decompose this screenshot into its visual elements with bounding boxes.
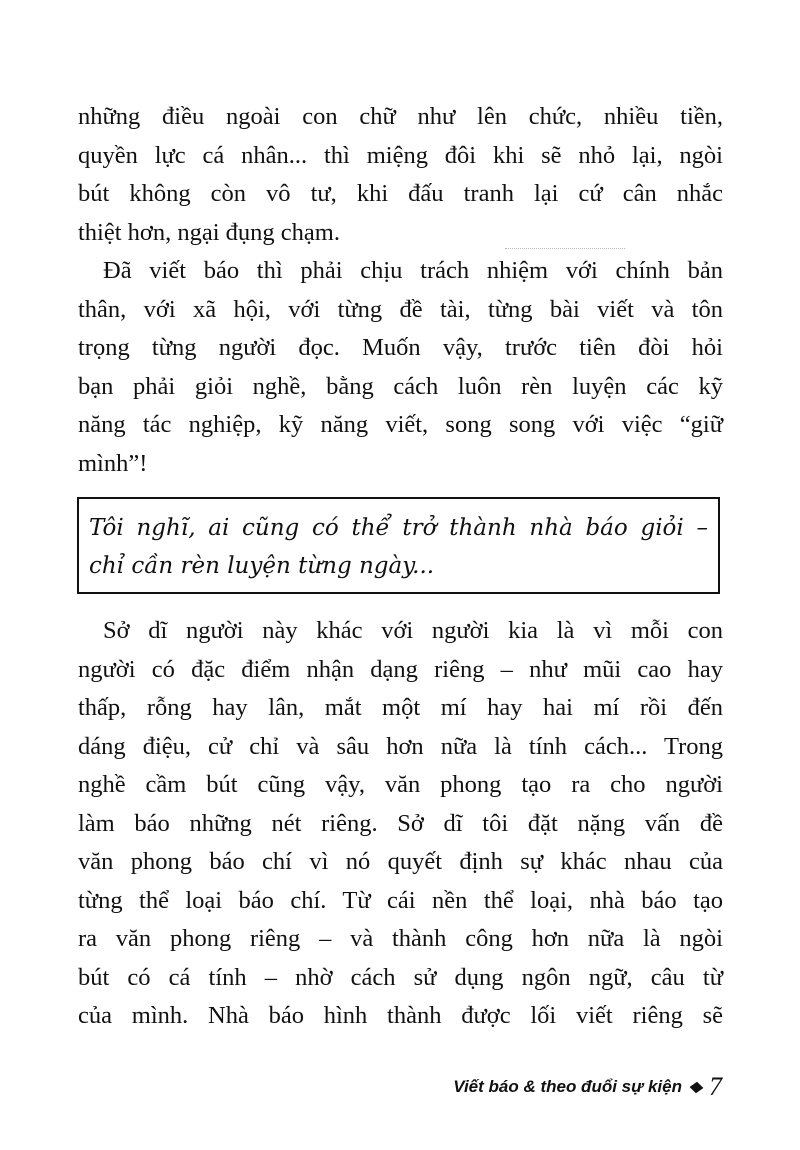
page-number: 7 xyxy=(709,1072,722,1101)
text-line: bút không còn vô tư, khi đấu tranh lại cứ cân nhắc xyxy=(78,180,723,207)
text-line: thiệt hơn, ngại đụng chạm. xyxy=(78,218,340,246)
text-line: năng tác nghiệp, kỹ năng viết, song song với việc “giữ xyxy=(78,411,723,438)
text-line: quyền lực cá nhân... thì miệng đôi khi sẽ nhỏ lại, ngòi xyxy=(78,141,723,169)
pull-quote-box xyxy=(77,497,720,594)
text-line: văn phong báo chí vì nó quyết định sự khác nhau của xyxy=(78,848,723,875)
text-line: của mình. Nhà báo hình thành được lối viết riêng sẽ xyxy=(78,1002,723,1029)
text-line: trọng từng người đọc. Muốn vậy, trước tiên đòi hỏi xyxy=(78,334,723,361)
text-line: thấp, rỗng hay lân, mắt một mí hay hai mí rồi đến xyxy=(78,694,723,721)
text-line: ra văn phong riêng – và thành công hơn nữa là ngòi xyxy=(78,925,723,952)
text-line: nghề cầm bút cũng vậy, văn phong tạo ra cho người xyxy=(78,771,723,798)
diamond-icon xyxy=(690,1081,704,1093)
text-line: dáng điệu, cử chỉ và sâu hơn nữa là tính cách... Trong xyxy=(78,732,723,760)
quote-line: Tôi nghĩ, ai cũng có thể trở thành nhà báo giỏi – xyxy=(89,515,708,541)
text-line: Đã viết báo thì phải chịu trách nhiệm với chính bản xyxy=(103,257,723,284)
text-line: thân, với xã hội, với từng đề tài, từng bài viết và tôn xyxy=(78,295,723,323)
running-title: Viết báo & theo đuổi sự kiện xyxy=(453,1077,682,1096)
text-line: những điều ngoài con chữ như lên chức, nhiều tiền, xyxy=(78,103,723,130)
paragraph-2 xyxy=(78,252,723,483)
text-line: người có đặc điểm nhận dạng riêng – như mũi cao hay xyxy=(78,655,723,683)
paragraph-1 xyxy=(78,98,723,252)
quote-line: chỉ cần rèn luyện từng ngày... xyxy=(89,553,435,579)
text-line: Sở dĩ người này khác với người kia là vì mỗi con xyxy=(103,617,723,644)
text-line: từng thể loại báo chí. Từ cái nền thể loại, nhà báo tạo xyxy=(78,886,723,914)
text-line: bút có cá tính – nhờ cách sử dụng ngôn ngữ, câu từ xyxy=(78,963,723,991)
text-line: bạn phải giỏi nghề, bằng cách luôn rèn luyện các kỹ xyxy=(78,372,723,400)
page-footer xyxy=(453,1072,722,1102)
text-line: mình”! xyxy=(78,449,148,477)
scan-specks xyxy=(505,248,625,251)
text-line: làm báo những nét riêng. Sở dĩ tôi đặt nặng vấn đề xyxy=(78,809,723,837)
paragraph-3 xyxy=(78,612,723,1036)
